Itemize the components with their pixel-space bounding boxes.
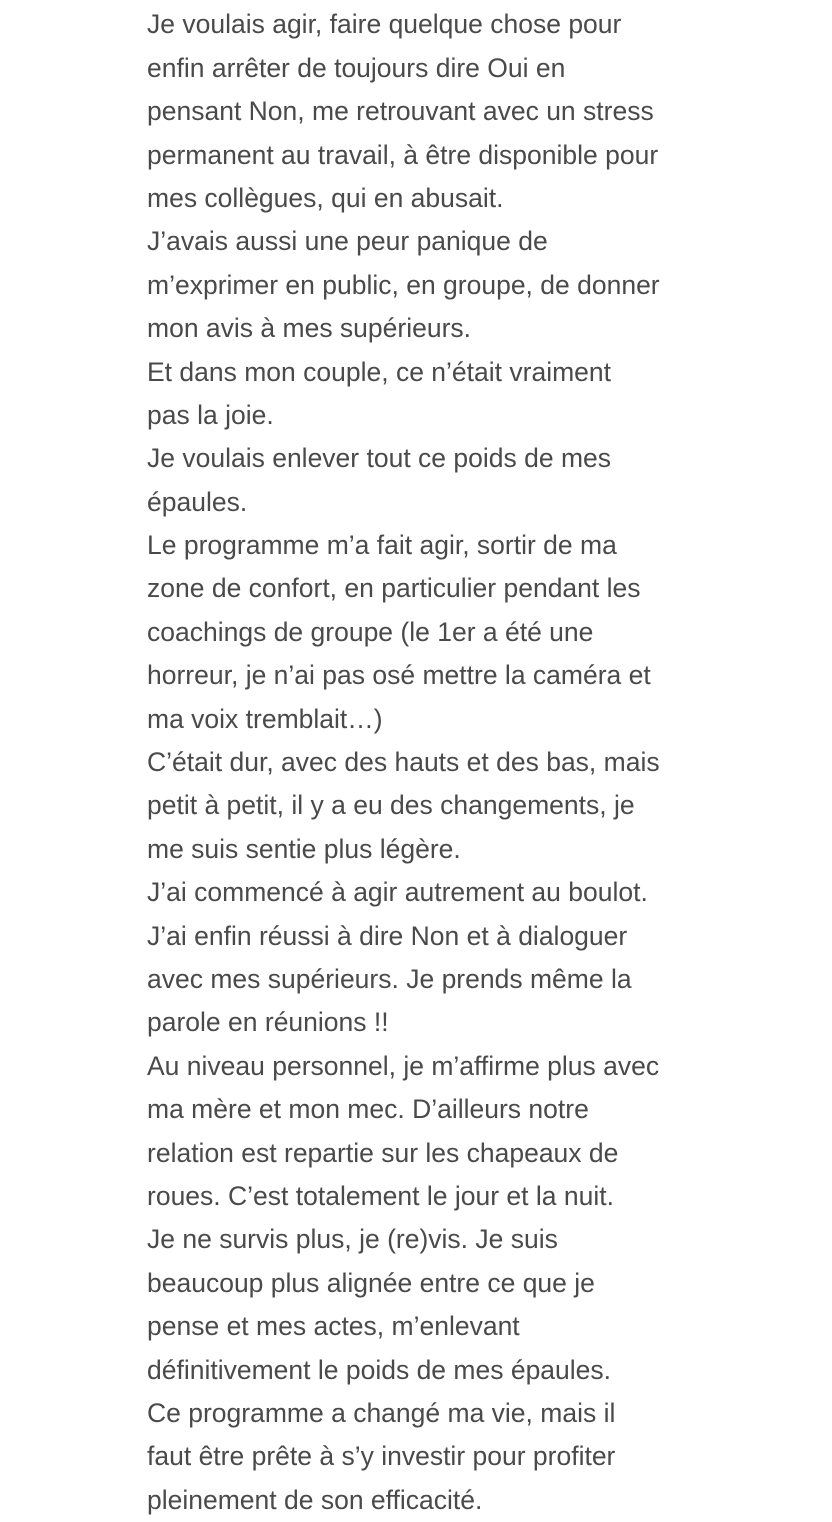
text-line: me suis sentie plus légère. [147, 833, 461, 864]
text-line: épaules. [147, 486, 248, 517]
text-line: enfin arrêter de toujours dire Oui en [147, 52, 566, 83]
text-line: Au niveau personnel, je m’affirme plus avec [147, 1050, 660, 1081]
text-line: avec mes supérieurs. Je prends même la [147, 963, 632, 994]
text-line: J’ai commencé à agir autrement au boulot. [147, 877, 648, 908]
text-line: définitivement le poids de mes épaules. [147, 1354, 612, 1385]
text-line: zone de confort, en particulier pendant les [147, 573, 641, 604]
text-line: pas la joie. [147, 399, 274, 430]
text-line: Je voulais agir, faire quelque chose pour [147, 9, 622, 40]
text-line: pensant Non, me retrouvant avec un stress [147, 96, 654, 127]
text-line: horreur, je n’ai pas osé mettre la caméra et [147, 660, 651, 691]
text-line: petit à petit, il y a eu des changements, je [147, 790, 635, 821]
text-line: mes collègues, qui en abusait. [147, 182, 504, 213]
text-line: J’avais aussi une peur panique de [147, 226, 548, 257]
text-line: coachings de groupe (le 1er a été une [147, 616, 594, 647]
text-line: roues. C’est totalement le jour et la nuit. [147, 1180, 614, 1211]
text-line: permanent au travail, à être disponible pour [147, 139, 659, 170]
text-line: Et dans mon couple, ce n’était vraiment [147, 356, 611, 387]
text-line: ma voix tremblait…) [147, 703, 383, 734]
text-line: Je voulais enlever tout ce poids de mes [147, 443, 612, 474]
text-line: C’était dur, avec des hauts et des bas, mais [147, 747, 660, 778]
text-line: faut être prête à s’y investir pour profiter [147, 1441, 616, 1472]
text-line: Le programme m’a fait agir, sortir de ma [147, 530, 617, 561]
text-line: pense et mes actes, m’enlevant [147, 1311, 520, 1342]
text-line: ma mère et mon mec. D’ailleurs notre [147, 1094, 589, 1125]
testimonial-text [147, 0, 727, 1522]
text-line: m’exprimer en public, en groupe, de donner [147, 269, 660, 300]
text-line: pleinement de son efficacité. [147, 1484, 483, 1515]
text-line: J’ai enfin réussi à dire Non et à dialoguer [147, 920, 628, 951]
text-line: beaucoup plus alignée entre ce que je [147, 1267, 595, 1298]
text-line: Ce programme a changé ma vie, mais il [147, 1397, 616, 1428]
text-line: Je ne survis plus, je (re)vis. Je suis [147, 1224, 558, 1255]
text-line: relation est repartie sur les chapeaux de [147, 1137, 619, 1168]
text-line: parole en réunions !! [147, 1007, 389, 1038]
text-line: mon avis à mes supérieurs. [147, 313, 472, 344]
